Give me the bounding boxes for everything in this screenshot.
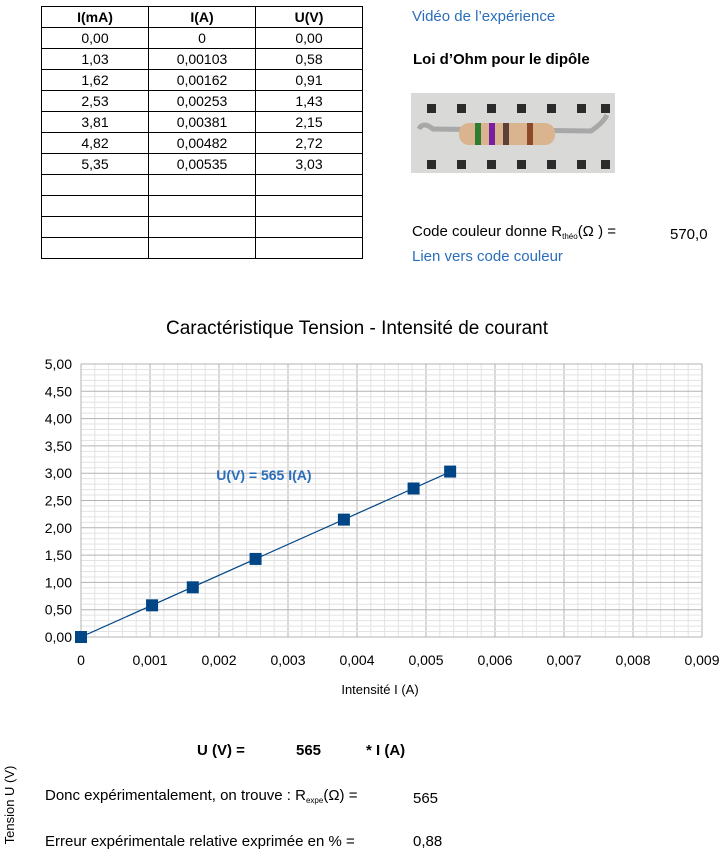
data-point bbox=[187, 581, 199, 593]
table-cell: 2,72 bbox=[256, 133, 363, 154]
y-tick-label: 5,00 bbox=[44, 356, 72, 372]
x-tick-label: 0,007 bbox=[546, 652, 582, 668]
x-tick-label: 0,009 bbox=[684, 652, 720, 668]
table-row bbox=[42, 28, 363, 49]
table-cell: 1,43 bbox=[256, 91, 363, 112]
y-tick-label: 4,00 bbox=[44, 410, 72, 427]
band-tolerance bbox=[527, 123, 533, 145]
y-tick-label: 1,50 bbox=[44, 547, 72, 564]
table-cell: 2,53 bbox=[42, 91, 149, 112]
table-cell: 3,81 bbox=[42, 112, 149, 133]
table-cell: 2,15 bbox=[256, 112, 363, 133]
y-tick-label: 0,00 bbox=[44, 629, 72, 645]
data-point bbox=[444, 466, 456, 478]
code-couleur-label: Code couleur donne $R_{théo}(\Omega$ ) = bbox=[412, 223, 616, 241]
table-row bbox=[42, 196, 363, 217]
donc-label: Donc expérimentalement, on trouve : $R_{expe}(\Omega)$ = bbox=[45, 787, 358, 805]
result-i-label: * I (A) bbox=[366, 742, 406, 759]
data-point bbox=[338, 514, 350, 526]
law-title: Loi d’Ohm pour le dipôle bbox=[413, 51, 590, 68]
resistor-photo bbox=[411, 93, 615, 173]
x-tick-label: 0,001 bbox=[132, 652, 168, 668]
measurement-table bbox=[41, 6, 363, 259]
y-tick-label: 0,50 bbox=[44, 601, 72, 618]
r-expe-value: 565 bbox=[413, 790, 439, 807]
table-cell bbox=[42, 175, 149, 196]
header-i-a: I(A) bbox=[149, 7, 256, 28]
data-point bbox=[408, 482, 420, 494]
chart-grid bbox=[81, 364, 702, 637]
table-cell: 0,00 bbox=[256, 28, 363, 49]
table-header-row bbox=[42, 7, 363, 28]
table-cell: 4,82 bbox=[42, 133, 149, 154]
table-cell: 0,00381 bbox=[149, 112, 256, 133]
x-tick-label: 0,003 bbox=[270, 652, 306, 668]
trendline-equation: U(V) = 565 I(A) bbox=[216, 467, 312, 484]
video-link[interactable]: Vidéo de l’expérience bbox=[412, 8, 556, 25]
table-cell: 3,03 bbox=[256, 154, 363, 175]
table-cell bbox=[256, 175, 363, 196]
x-axis-label: Intensité I (A) bbox=[341, 682, 419, 697]
data-point bbox=[146, 599, 158, 611]
r-theo-value: 570,0 bbox=[670, 226, 708, 243]
erreur-label: Erreur expérimentale relative exprimée en % = bbox=[45, 833, 355, 850]
result-u-label: U (V) = bbox=[197, 742, 245, 759]
table-row bbox=[42, 217, 363, 238]
x-tick-labels bbox=[77, 652, 720, 668]
table-cell bbox=[256, 217, 363, 238]
table-cell bbox=[42, 217, 149, 238]
table-cell: 1,62 bbox=[42, 70, 149, 91]
result-slope: 565 bbox=[296, 742, 322, 759]
table-cell bbox=[42, 238, 149, 259]
code-couleur-link[interactable]: Lien vers code couleur bbox=[412, 248, 563, 265]
table-cell: 0,58 bbox=[256, 49, 363, 70]
table-cell bbox=[256, 238, 363, 259]
table-row bbox=[42, 91, 363, 112]
table-row bbox=[42, 238, 363, 259]
y-tick-label: 2,50 bbox=[44, 492, 72, 509]
table-cell: 0,00535 bbox=[149, 154, 256, 175]
table-row bbox=[42, 112, 363, 133]
y-tick-label: 4,50 bbox=[44, 383, 72, 400]
x-tick-label: 0 bbox=[77, 652, 85, 668]
data-point bbox=[75, 631, 87, 643]
table-cell bbox=[256, 196, 363, 217]
table-cell: 1,03 bbox=[42, 49, 149, 70]
x-tick-label: 0,005 bbox=[408, 652, 444, 668]
table-cell bbox=[149, 196, 256, 217]
table-row bbox=[42, 175, 363, 196]
chart-title: Caractéristique Tension - Intensité de courant bbox=[166, 318, 548, 339]
table-cell bbox=[149, 238, 256, 259]
table-cell: 0,00 bbox=[42, 28, 149, 49]
y-axis-label: Tension U (V) bbox=[2, 765, 17, 845]
table-row bbox=[42, 154, 363, 175]
y-tick-labels bbox=[45, 356, 72, 645]
y-tick-label: 1,00 bbox=[44, 574, 72, 591]
y-tick-label: 3,50 bbox=[44, 437, 72, 454]
table-row bbox=[42, 70, 363, 91]
header-i-ma: I(mA) bbox=[42, 7, 149, 28]
table-cell bbox=[42, 196, 149, 217]
table-cell: 0 bbox=[149, 28, 256, 49]
erreur-value: 0,88 bbox=[413, 833, 443, 850]
header-u-v: U(V) bbox=[256, 7, 363, 28]
x-tick-label: 0,006 bbox=[477, 652, 513, 668]
table-cell: 0,00162 bbox=[149, 70, 256, 91]
table-cell bbox=[149, 217, 256, 238]
x-tick-label: 0,004 bbox=[339, 652, 375, 668]
y-tick-label: 2,00 bbox=[44, 519, 72, 536]
band-violet bbox=[489, 123, 495, 145]
table-row bbox=[42, 49, 363, 70]
table-cell: 0,00103 bbox=[149, 49, 256, 70]
table-cell: 0,00482 bbox=[149, 133, 256, 154]
x-tick-label: 0,002 bbox=[201, 652, 237, 668]
table-cell bbox=[149, 175, 256, 196]
table-cell: 0,00253 bbox=[149, 91, 256, 112]
x-tick-label: 0,008 bbox=[615, 652, 651, 668]
table-cell: 0,91 bbox=[256, 70, 363, 91]
table-row bbox=[42, 133, 363, 154]
y-tick-label: 3,00 bbox=[44, 465, 72, 482]
data-point bbox=[250, 553, 262, 565]
band-green bbox=[475, 123, 481, 145]
band-brown bbox=[503, 123, 509, 145]
table-cell: 5,35 bbox=[42, 154, 149, 175]
